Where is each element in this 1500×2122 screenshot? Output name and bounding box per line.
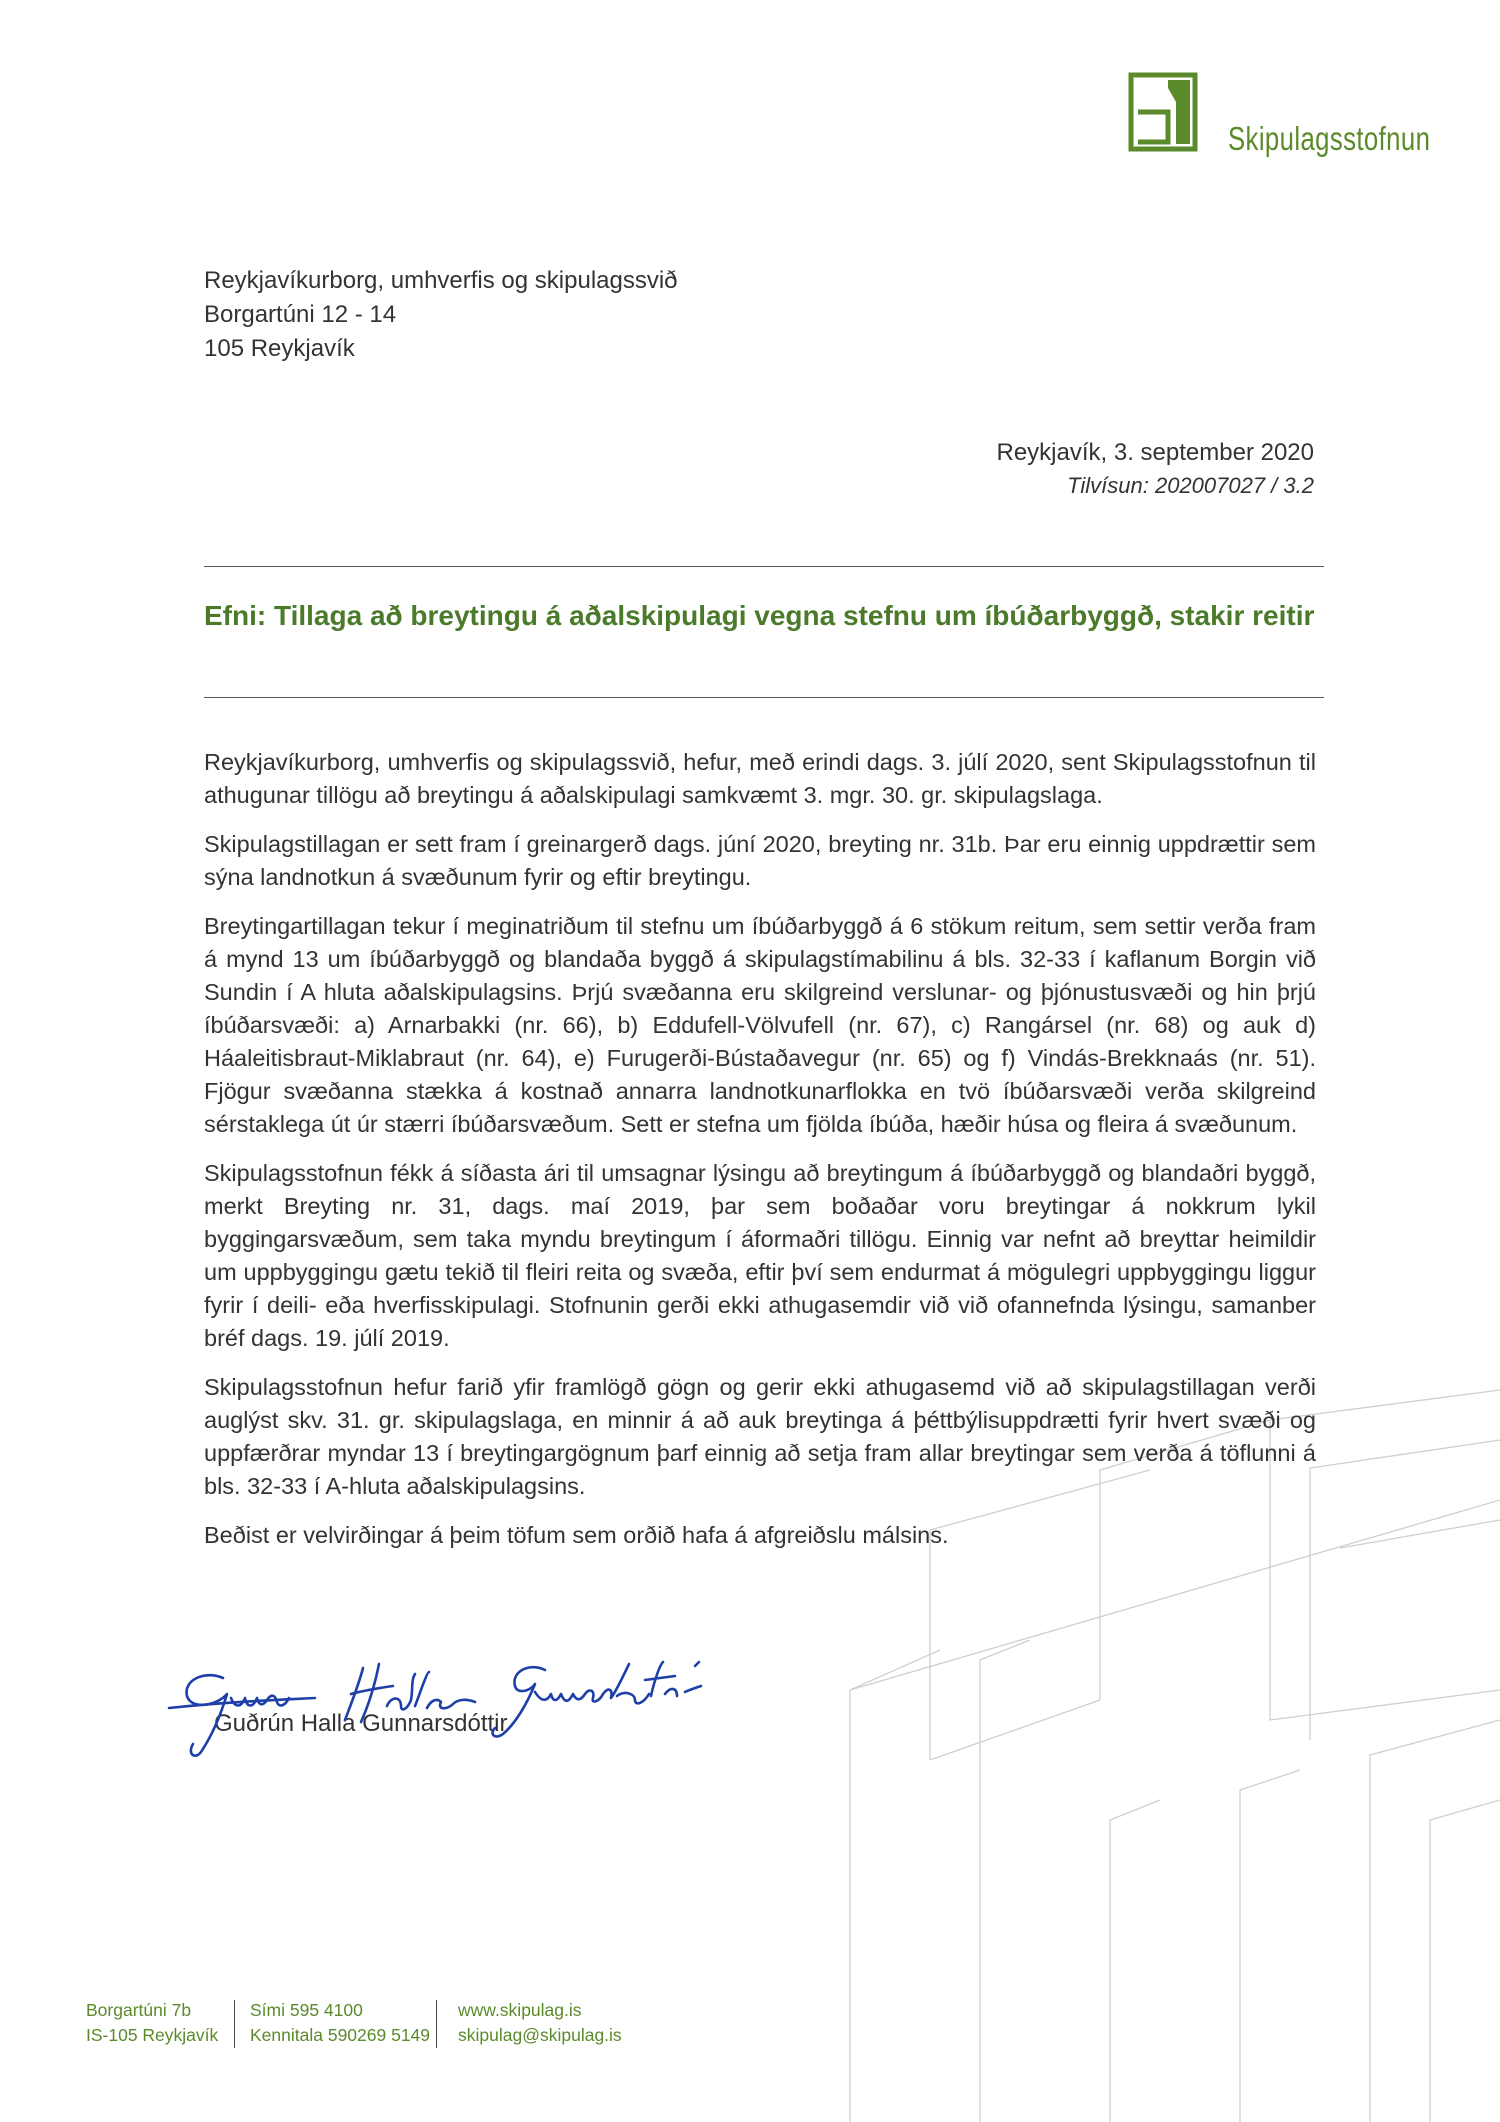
recipient-line: 105 Reykjavík <box>204 335 355 362</box>
divider-bottom <box>204 697 1324 698</box>
paragraph: Skipulagsstofnun fékk á síðasta ári til umsagnar lýsingu að breytingum á íbúðarbyggð og blandaðri byggð, merkt Breyting nr. 31, dags. maí 2019, þar sem boðaðar voru breytingar á nokkrum lykil byggingarsvæðum, sem taka myndu breytingum í áformaðri tillögu. Einnig var nefnt að breyttar heimildir um uppbyggingu gætu tekið til fleiri reita og svæða, eftir því sem endurmat á mögulegri uppbyggingu liggur fyrir í deili- eða hverfisskipulagi. Stofnunin gerði ekki athugasemdir við við ofannefnda lýsingu, samanber bréf dags. 19. júlí 2019. <box>204 1160 1316 1351</box>
footer-address-line: Borgartúni 7b <box>86 2000 192 2020</box>
letter-date: Reykjavík, 3. september 2020 <box>996 439 1314 466</box>
footer-phone: Sími 595 4100 <box>250 2000 363 2020</box>
paragraph: Skipulagsstofnun hefur farið yfir framlögð gögn og gerir ekki athugasemd við að skipulagstillagan verði auglýst skv. 31. gr. skipulagslaga, en minnir á að auk breytinga á þéttbýlisuppdrætti fyrir hvert svæði og uppfærðrar myndar 13 í breytingargögnum þarf einnig að setja fram allar breytingar sem verða á töflunni á bls. 32-33 í A-hluta aðalskipulagsins. <box>204 1374 1316 1499</box>
date-block <box>997 436 1315 502</box>
footer-separator <box>234 2000 235 2048</box>
letter-body <box>204 746 1316 1568</box>
footer-contact <box>250 1998 430 2048</box>
recipient-address <box>204 264 678 366</box>
skipulag-logo-icon <box>1128 72 1218 152</box>
recipient-line: Borgartúni 12 - 14 <box>204 301 397 328</box>
footer-address <box>86 1998 218 2048</box>
signatory-name: Guðrún Halla Gunnarsdóttir <box>214 1710 508 1737</box>
divider-top <box>204 566 1324 567</box>
footer-email-link[interactable]: skipulag@skipulag.is <box>458 2025 622 2045</box>
footer-address-line: IS-105 Reykjavík <box>86 2025 219 2045</box>
paragraph: Skipulagstillagan er sett fram í greinargerð dags. júní 2020, breyting nr. 31b. Þar eru einnig uppdrættir sem sýna landnotkun á svæðunum fyrir og eftir breytingu. <box>204 831 1316 890</box>
footer-separator <box>436 2000 437 2048</box>
handwritten-signature <box>165 1650 785 1760</box>
logo-name: Skipulagsstofnun <box>1228 120 1431 157</box>
footer-web <box>458 1998 622 2048</box>
reference-number: Tilvísun: 202007027 / 3.2 <box>1067 473 1314 498</box>
footer-website-link[interactable]: www.skipulag.is <box>458 2000 582 2020</box>
paragraph: Reykjavíkurborg, umhverfis og skipulagssvið, hefur, með erindi dags. 3. júlí 2020, sent Skipulagsstofnun til athugunar tillögu að breytingu á aðalskipulagi samkvæmt 3. mgr. 30. gr. skipulagslaga. <box>204 749 1316 808</box>
paragraph: Breytingartillagan tekur í meginatriðum til stefnu um íbúðarbyggð á 6 stökum reitum, sem settir verða fram á mynd 13 um íbúðarbyggð og blandaða byggð á skipulagstímabilinu á bls. 32-33 í kaflanum Borgin við Sundin í A hluta aðalskipulagsins. Þrjú svæðanna eru skilgreind verslunar- og þjónustusvæði og hin þrjú íbúðarsvæði: a) Arnarbakki (nr. 66), b) Eddufell-Völvufell (nr. 67), c) Rangársel (nr. 68) og auk d) Háaleitisbraut-Miklabraut (nr. 64), e) Furugerði-Bústaðavegur (nr. 65) og f) Vindás-Brekknaás (nr. 51). Fjögur svæðanna stækka á kostnað annarra landnotkunarflokka en tvö íbúðarsvæði verða skilgreind sérstaklega út úr stærri íbúðarsvæðum. Sett er stefna um fjölda íbúða, hæðir húsa og fleira á svæðunum. <box>204 913 1316 1137</box>
recipient-line: Reykjavíkurborg, umhverfis og skipulagssvið <box>204 267 678 294</box>
paragraph: Beðist er velvirðingar á þeim töfum sem orðið hafa á afgreiðslu málsins. <box>204 1522 949 1548</box>
logo <box>1128 72 1431 162</box>
subject-heading: Efni: Tillaga að breytingu á aðalskipulagi vegna stefnu um íbúðarbyggð, stakir reitir <box>204 600 1315 631</box>
footer-kennitala: Kennitala 590269 5149 <box>250 2025 431 2045</box>
